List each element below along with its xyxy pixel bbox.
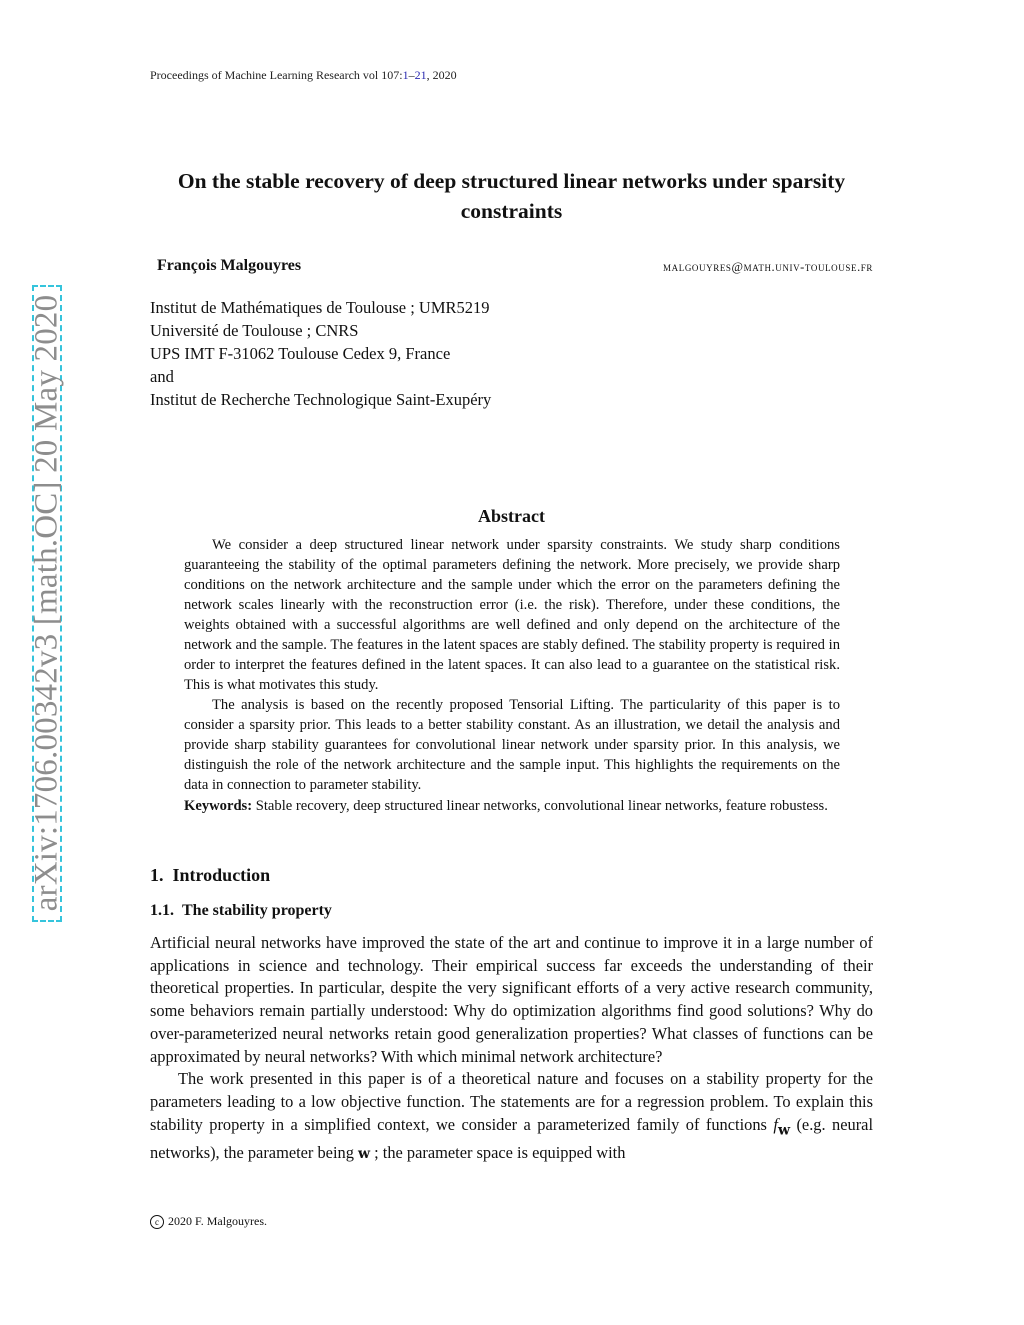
body-paragraph: Artificial neural networks have improved the state of the art and continue to improve it in a large number of applications in science and technology. Their empirical success far exceeds the understanding of their theoretical properties. In particular, despite the very significant efforts of a very active research community, some behaviors remain partially understood: Why do optimization algorithms find good solutions? Why do over-parameterized neural networks retain good generalization properties? What classes of functions can be approximated by neural networks? With which minimal network architecture? [150, 933, 873, 1066]
subsection-heading [150, 902, 332, 920]
author-name: François Malgouyres [157, 257, 302, 274]
journal-info: Proceedings of Machine Learning Research vol 107: [150, 68, 403, 82]
body-text: (e.g. neural networks), the parameter being [150, 1114, 874, 1162]
abstract-heading: Abstract [478, 506, 545, 526]
page-range-dash: – [408, 68, 415, 82]
affiliation-line: Université de Toulouse ; CNRS [150, 321, 359, 340]
copyright-text: 2020 F. Malgouyres. [168, 1214, 268, 1228]
keywords-label: Keywords: [184, 798, 253, 814]
math-subscript-w: w [777, 1121, 790, 1138]
copyright-footer [150, 1214, 267, 1229]
affiliation-line: and [150, 367, 174, 386]
affiliation-line: Institut de Recherche Technologique Saint-Exupéry [150, 390, 492, 409]
section-heading [150, 865, 270, 886]
abstract-paragraph: The analysis is based on the recently proposed Tensorial Lifting. The particularity of this paper is to consider a sparsity prior. This leads to a better stability constant. As an illustration, we detail the analysis and provide sharp stability guarantees for convolutional linear network under sparsity prior. In this analysis, we distinguish the role of the network architecture and the sample input. This highlights the requirements on the data in connection to parameter stability. [184, 697, 840, 793]
paper-title: On the stable recovery of deep structured linear networks under sparsity constraints [177, 169, 846, 223]
keywords-list: Stable recovery, deep structured linear networks, convolutional linear networks, feature robustess. [255, 798, 828, 814]
section-number: 1. [150, 865, 164, 885]
keywords [184, 796, 840, 816]
math-parameter-w: w [358, 1145, 371, 1162]
running-header [150, 68, 457, 83]
section-title: Introduction [172, 865, 271, 885]
copyright-icon: c [150, 1215, 164, 1229]
last-page-link[interactable]: 21 [414, 68, 427, 82]
body-text: The work presented in this paper is of a theoretical nature and focuses on a stability property for the parameters leading to a low objective function. The statements are for a regression problem. To explain this stability property in a simplified context, we consider a parameterized family of functions [150, 1069, 873, 1134]
subsection-title: The stability property [182, 902, 332, 919]
math-function-f: f [773, 1114, 778, 1134]
arxiv-identifier[interactable]: arXiv:1706.00342v3 [math.OC] 20 May 2020 [28, 294, 65, 912]
subsection-number: 1.1. [150, 902, 174, 919]
affiliation-line: UPS IMT F-31062 Toulouse Cedex 9, France [150, 344, 451, 363]
body-text: ; the parameter space is equipped with [370, 1142, 626, 1162]
affiliation-line: Institut de Mathématiques de Toulouse ; UMR5219 [150, 298, 490, 317]
body-paragraph [150, 1068, 873, 1165]
introduction-body [150, 932, 873, 1165]
abstract-paragraph: We consider a deep structured linear network under sparsity constraints. We study sharp conditions guaranteeing the stability of the optimal parameters defining the network. More precisely, we provide sharp conditions on the network architecture and the sample under which the error on the parameters defining the network scales linearly with the reconstruction error (i.e. the risk). Therefore, under these conditions, the weights obtained with a successful algorithms are well defined and only depend on the architecture of the network and the sample. The features in the latent spaces are stably defined. The stability property is required in order to interpret the features defined in the latent spaces. It can also lead to a guarantee on the statistical risk. This is what motivates this study. [184, 537, 840, 693]
arxiv-stamp[interactable] [5, 285, 75, 922]
abstract-body [184, 535, 840, 795]
author-email[interactable]: malgouyres@math.univ-toulouse.fr [663, 260, 873, 274]
header-year: , 2020 [426, 68, 457, 82]
affiliation-block [150, 296, 491, 411]
first-page-link[interactable]: 1 [402, 68, 409, 82]
